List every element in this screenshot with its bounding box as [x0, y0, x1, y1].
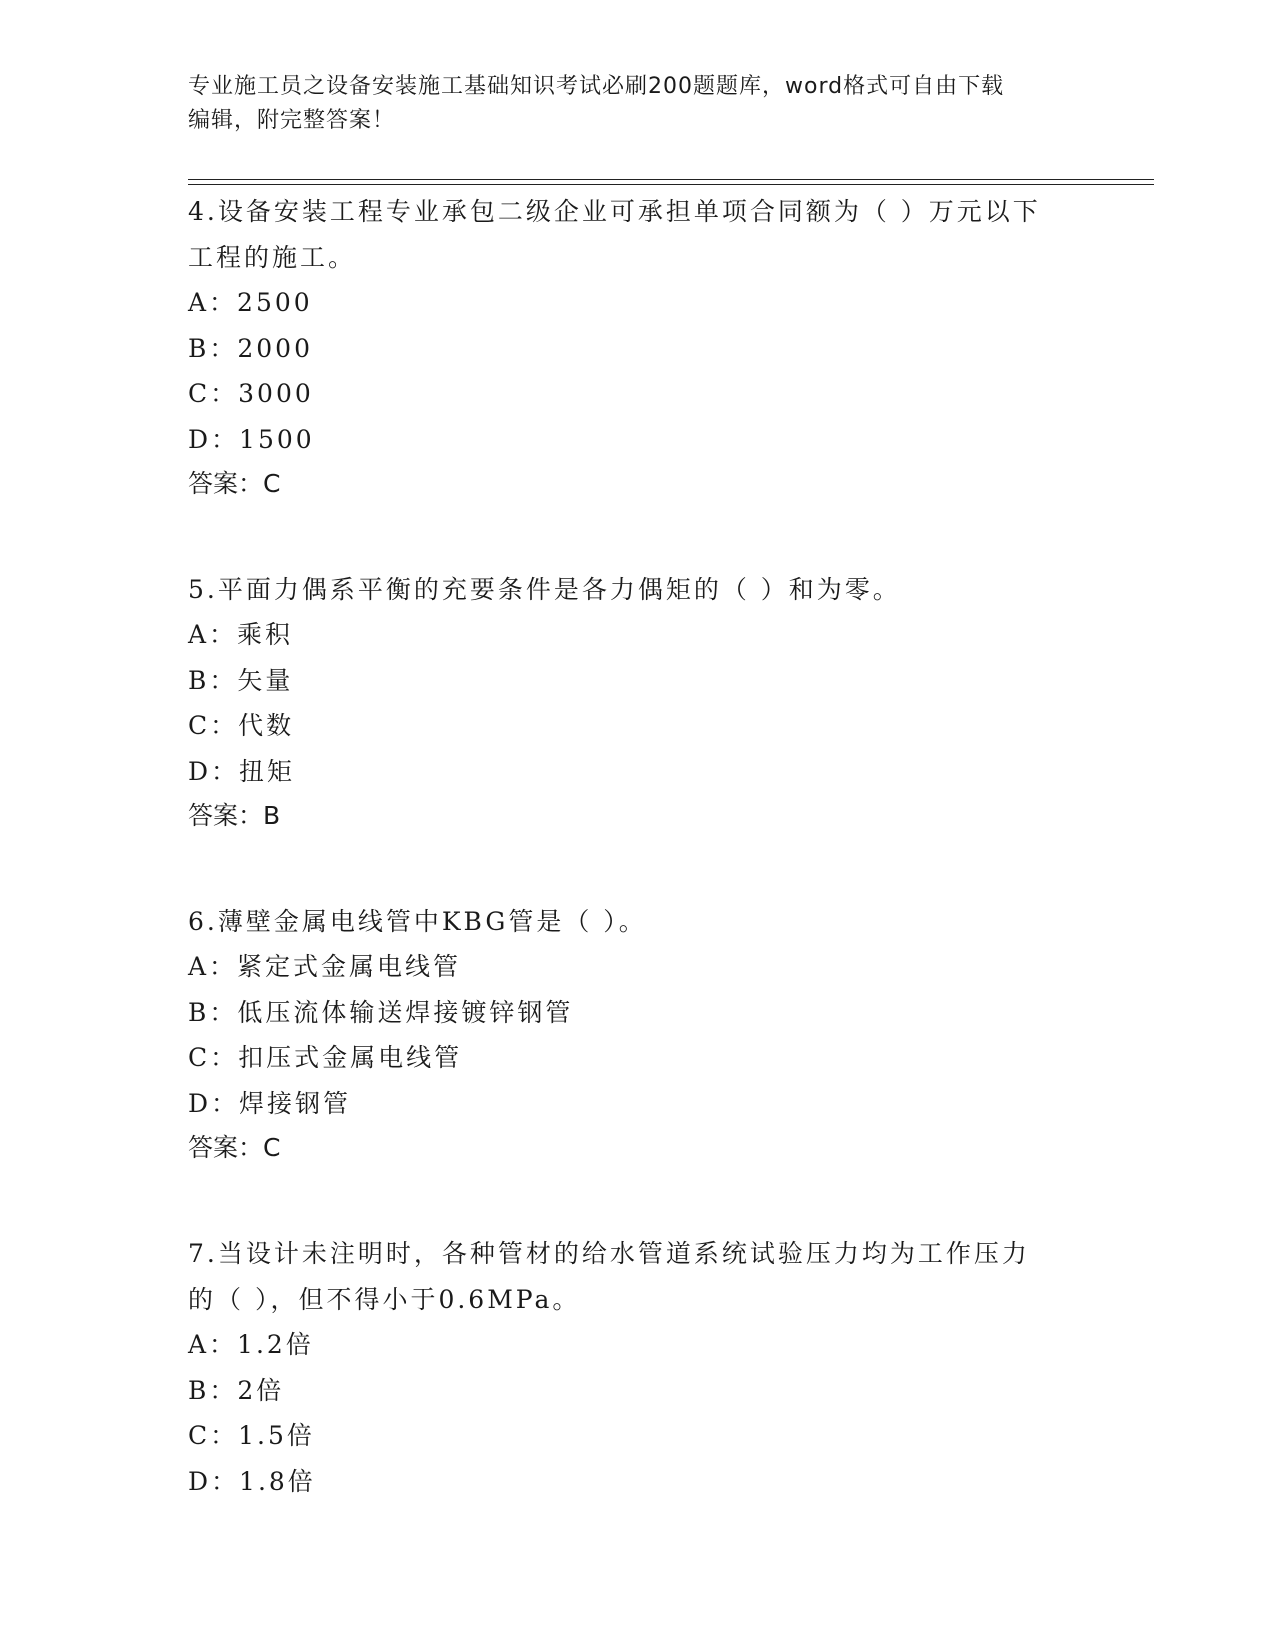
option-d: D：1.8倍	[188, 1466, 316, 1496]
option-c: C：代数	[188, 711, 295, 740]
option-b: B：2倍	[188, 1375, 285, 1405]
question-stem: 7.当设计未注明时，各种管材的给水管道系统试验压力均为工作压力	[188, 1239, 1030, 1268]
question-stem-continued: 工程的施工。	[188, 243, 357, 272]
option-a: A：2500	[188, 288, 313, 317]
question-list	[188, 188, 1088, 1504]
question-stem: 4.设备安装工程专业承包二级企业可承担单项合同额为（ ）万元以下	[188, 197, 1041, 226]
option-c: C：3000	[188, 379, 314, 408]
header-line-1: 专业施工员之设备安装施工基础知识考试必刷200题题库，word格式可自由下载	[188, 74, 1005, 99]
question-item	[188, 566, 1088, 838]
answer-line: 答案：C	[188, 1133, 281, 1162]
question-stem-continued: 的（ ），但不得小于0.6MPa。	[188, 1285, 581, 1314]
option-d: D：扭矩	[188, 756, 296, 786]
option-a: A：乘积	[188, 620, 294, 649]
option-c: C：扣压式金属电线管	[188, 1043, 463, 1072]
option-b: B：2000	[188, 333, 313, 363]
question-spacer	[188, 838, 1088, 898]
answer-line: 答案：B	[188, 801, 281, 830]
question-stem: 6.薄壁金属电线管中KBG管是（ ）。	[188, 907, 647, 936]
option-b: B：低压流体输送焊接镀锌钢管	[188, 997, 574, 1027]
option-b: B：矢量	[188, 665, 294, 695]
header-divider-top	[188, 179, 1154, 180]
header-divider-bottom	[188, 184, 1154, 185]
question-item	[188, 898, 1088, 1170]
option-a: A：紧定式金属电线管	[188, 952, 462, 981]
question-item	[188, 188, 1088, 506]
question-stem: 5.平面力偶系平衡的充要条件是各力偶矩的（ ）和为零。	[188, 575, 901, 604]
option-d: D：1500	[188, 424, 315, 454]
document-header	[188, 70, 1088, 138]
option-a: A：1.2倍	[188, 1330, 314, 1359]
question-item	[188, 1230, 1088, 1504]
question-spacer	[188, 506, 1088, 566]
header-line-2: 编辑，附完整答案！	[188, 108, 396, 133]
question-spacer	[188, 1170, 1088, 1230]
option-c: C：1.5倍	[188, 1421, 315, 1450]
answer-line: 答案：C	[188, 469, 281, 498]
option-d: D：焊接钢管	[188, 1088, 352, 1118]
